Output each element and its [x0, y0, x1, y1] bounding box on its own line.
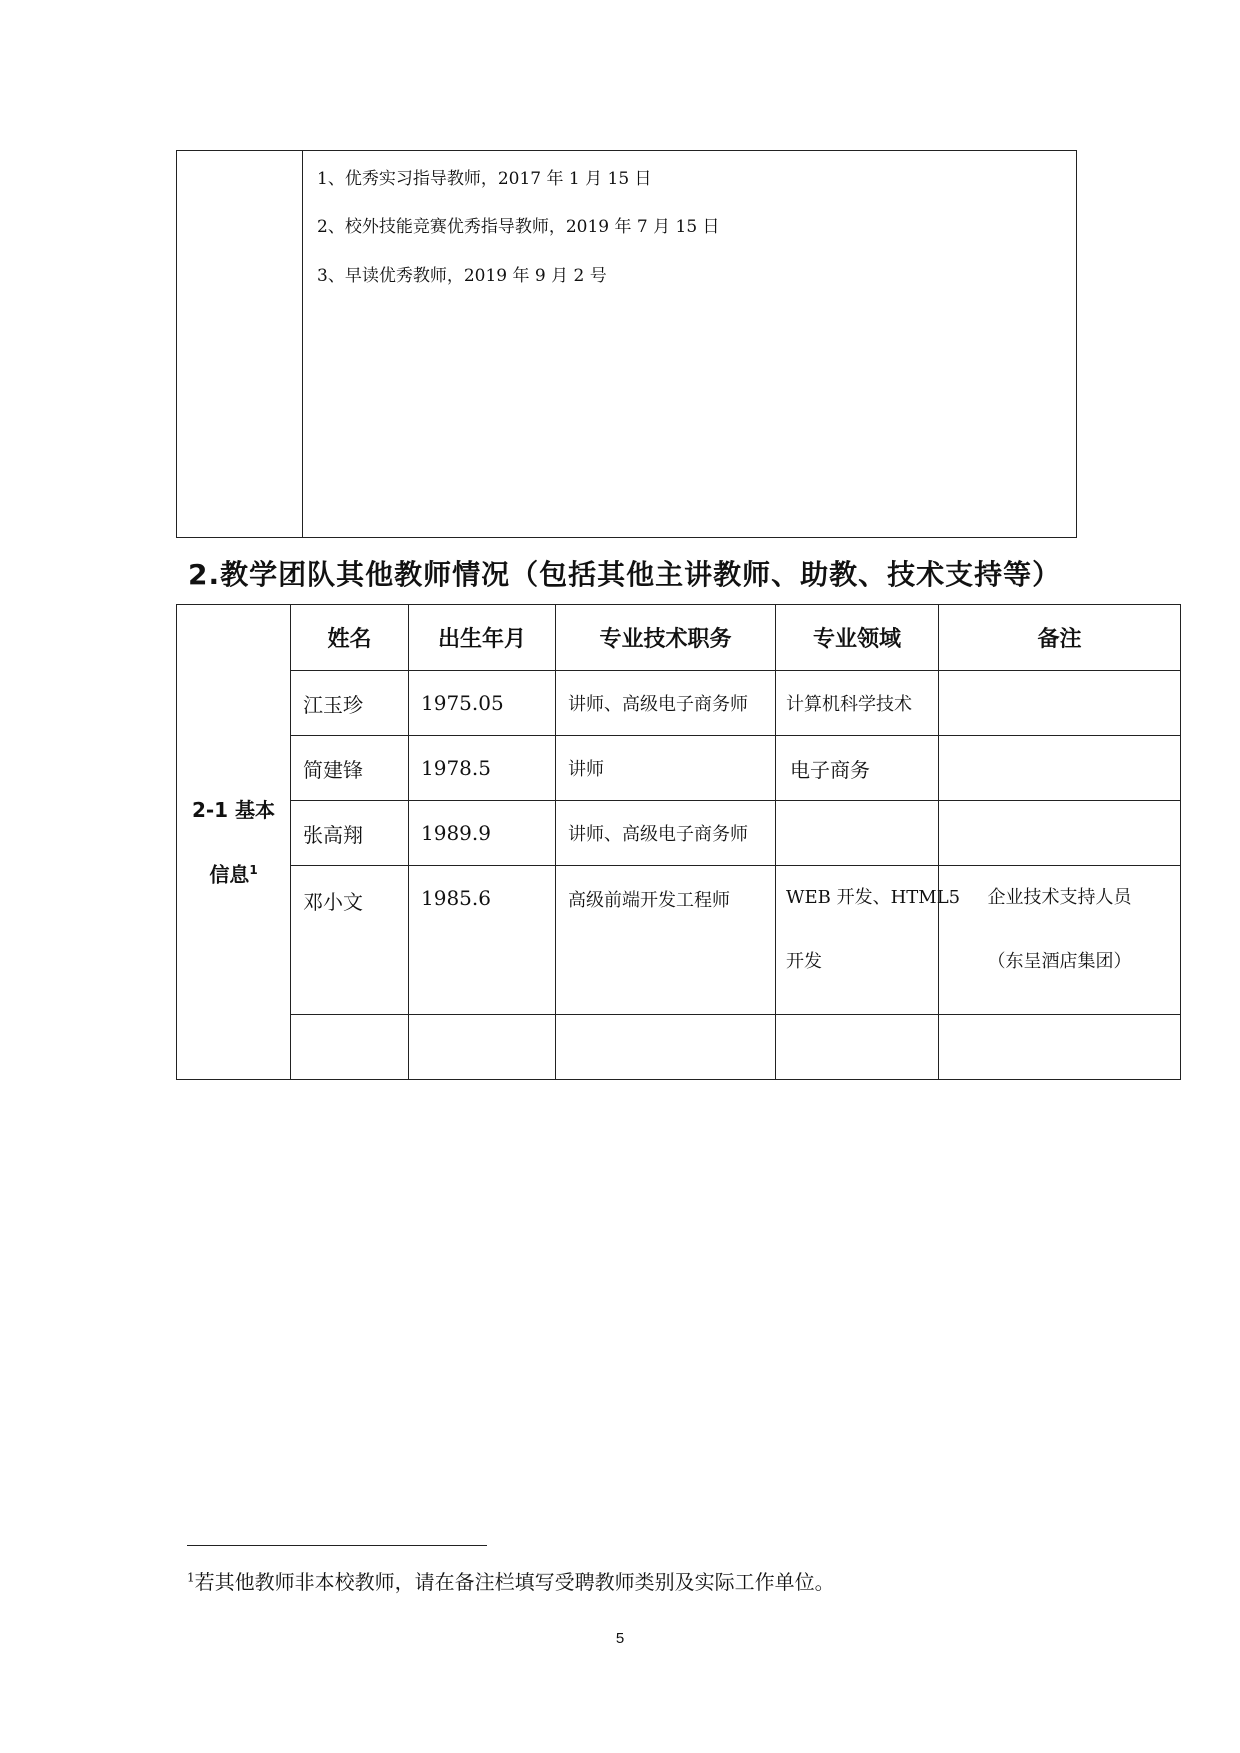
cell-field: 计算机科学技术 — [776, 671, 939, 736]
cell-name: 邓小文 — [291, 866, 409, 1015]
cell-birth: 1989.9 — [409, 801, 556, 866]
cell-birth: 1985.6 — [409, 866, 556, 1015]
cell-field-line1: WEB 开发、HTML5 — [786, 887, 961, 908]
cell-birth: 1978.5 — [409, 736, 556, 801]
team-info-table — [176, 604, 1181, 1080]
awards-label-cell — [177, 151, 303, 537]
award-item-3: 3、早读优秀教师，2019 年 9 月 2 号 — [317, 266, 607, 286]
cell-note — [939, 671, 1181, 736]
footnote-ref: 1 — [249, 862, 258, 877]
footnote — [187, 1566, 835, 1595]
award-item-2: 2、校外技能竞赛优秀指导教师，2019 年 7 月 15 日 — [317, 217, 720, 237]
cell-note-line2: （东呈酒店集团） — [987, 951, 1132, 972]
table-row — [177, 736, 1181, 801]
cell-empty — [939, 1015, 1181, 1080]
section-heading: 2.教学团队其他教师情况（包括其他主讲教师、助教、技术支持等） — [188, 558, 1062, 591]
awards-box — [176, 150, 1077, 538]
cell-field: 电子商务 — [776, 736, 939, 801]
cell-empty — [776, 1015, 939, 1080]
table-row — [177, 866, 1181, 1015]
header-birth: 出生年月 — [409, 605, 556, 671]
table-header-row — [177, 605, 1181, 671]
award-item-1: 1、优秀实习指导教师，2017 年 1 月 15 日 — [317, 169, 652, 189]
cell-note — [939, 736, 1181, 801]
cell-name: 江玉珍 — [291, 671, 409, 736]
footnote-divider — [187, 1545, 487, 1546]
header-name: 姓名 — [291, 605, 409, 671]
header-note: 备注 — [939, 605, 1181, 671]
cell-name: 简建锋 — [291, 736, 409, 801]
cell-field — [776, 866, 961, 1015]
footnote-text: 若其他教师非本校教师，请在备注栏填写受聘教师类别及实际工作单位。 — [194, 1570, 835, 1594]
cell-empty — [291, 1015, 409, 1080]
cell-empty — [556, 1015, 776, 1080]
cell-birth: 1975.05 — [409, 671, 556, 736]
table-row-empty — [177, 1015, 1181, 1080]
header-field: 专业领域 — [776, 605, 939, 671]
footnote-marker: 1 — [187, 1570, 195, 1585]
table-row — [177, 671, 1181, 736]
row-group-label — [177, 605, 291, 1080]
header-title: 专业技术职务 — [556, 605, 776, 671]
cell-field-line2: 开发 — [786, 951, 822, 972]
cell-note-line1: 企业技术支持人员 — [987, 887, 1132, 908]
cell-name: 张高翔 — [291, 801, 409, 866]
cell-note — [939, 866, 1181, 1015]
cell-title: 讲师、高级电子商务师 — [556, 671, 776, 736]
cell-field — [776, 801, 939, 866]
cell-title: 高级前端开发工程师 — [556, 866, 776, 1015]
row-group-label-line2: 信息$^1$ — [209, 862, 258, 887]
row-group-label-line1: 2-1 基本 — [191, 797, 276, 822]
cell-note — [939, 801, 1181, 866]
page-number: 5 — [615, 1630, 625, 1647]
cell-title: 讲师、高级电子商务师 — [556, 801, 776, 866]
table-row — [177, 801, 1181, 866]
cell-title: 讲师 — [556, 736, 776, 801]
cell-empty — [409, 1015, 556, 1080]
